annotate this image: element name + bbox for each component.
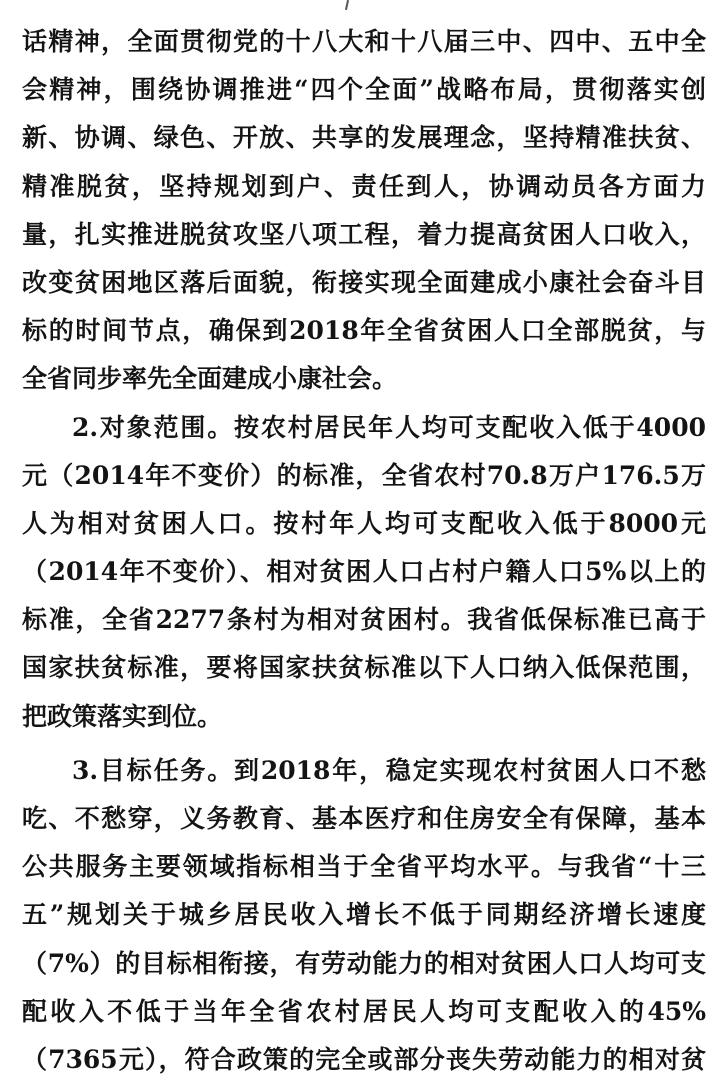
text-line: 话精神，全面贯彻党的十八大和十八届三中、四中、五中全 xyxy=(22,27,706,56)
text-line: （2014年不变价）、相对贫困人口占村户籍人口5%以上的 xyxy=(22,557,706,587)
text-line: 量，扎实推进脱贫攻坚八项工程，着力提高贫困人口收入， xyxy=(22,219,706,249)
text-line: 把政策落实到位。 xyxy=(22,701,223,731)
text-line: 元（2014年不变价）的标准，全省农村70.8万户176.5万 xyxy=(22,460,706,490)
text-line: 改变贫困地区落后面貌，衔接实现全面建成小康社会奋斗目 xyxy=(22,267,706,297)
text-line: 公共服务主要领域指标相当于全省平均水平。与我省“十三 xyxy=(22,852,706,882)
text-line: 3.目标任务。到2018年，稳定实现农村贫困人口不愁 xyxy=(72,755,706,785)
text-line: 配收入不低于当年全省农村居民人均可支配收入的45% xyxy=(22,996,706,1026)
text-line: 国家扶贫标准，要将国家扶贫标准以下人口纳入低保范围， xyxy=(22,653,706,683)
paragraph-1 xyxy=(22,18,706,404)
text-line: 吃、不愁穿，义务教育、基本医疗和住房安全有保障，基本 xyxy=(22,804,706,833)
text-line: 标的时间节点，确保到2018年全省贫困人口全部脱贫，与 xyxy=(22,316,706,346)
text-line: 精准脱贫，坚持规划到户、责任到人，协调动员各方面力 xyxy=(22,171,706,201)
text-line: 新、协调、绿色、开放、共享的发展理念，坚持精准扶贫、 xyxy=(22,123,706,153)
text-line: 五”规划关于城乡居民收入增长不低于同期经济增长速度 xyxy=(22,900,706,930)
scan-mark xyxy=(345,0,349,10)
text-line: 标准，全省2277条村为相对贫困村。我省低保标准已高于 xyxy=(22,605,706,635)
text-line: 2.对象范围。按农村居民年人均可支配收入低于4000 xyxy=(72,412,706,442)
text-line: 会精神，围绕协调推进“四个全面”战略布局，贯彻落实创 xyxy=(22,75,706,105)
text-line: （7%）的目标相衔接，有劳动能力的相对贫困人口人均可支 xyxy=(22,948,706,978)
paragraph-2 xyxy=(22,404,706,741)
paragraph-3 xyxy=(22,747,706,1084)
text-line: （7365元），符合政策的完全或部分丧失劳动能力的相对贫 xyxy=(22,1044,706,1074)
text-line: 人为相对贫困人口。按村年人均可支配收入低于8000元 xyxy=(22,508,706,538)
text-line: 全省同步率先全面建成小康社会。 xyxy=(22,364,398,394)
